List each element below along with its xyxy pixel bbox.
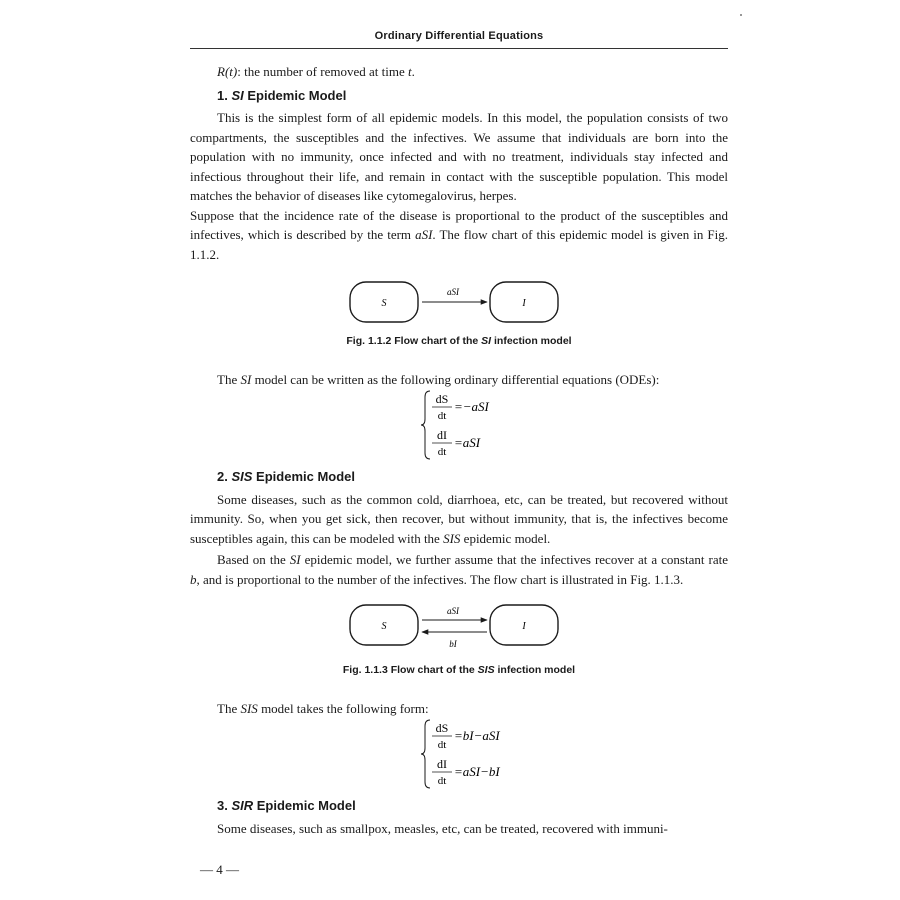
figure-1-1-2-caption: Fig. 1.1.2 Flow chart of the SI infection model [346, 335, 572, 347]
si-equations [420, 389, 530, 461]
sis-form-intro: The SIS model takes the following form: [217, 700, 429, 716]
si-ode-intro: The SI model can be written as the following ordinary differential equations (ODEs): [217, 371, 660, 387]
figure-si-flowchart [190, 278, 728, 352]
section-heading-sir: 3. SIR Epidemic Model [217, 798, 356, 813]
sis-equations [420, 718, 550, 790]
si-flowchart [349, 278, 569, 328]
edge-label-asi: aSI [447, 287, 459, 297]
sis-flowchart [349, 603, 569, 657]
si-paragraph-2: Suppose that the incidence rate of the disease is proportional to the product of the susceptibles and infectives, which is described by the term aSI. The flow chart of this epidemic model is given in Fig. 1.1.2. [190, 207, 728, 262]
section-heading-sis: 2. SIS Epidemic Model [217, 469, 356, 484]
eq1-rhs: =−aSI [454, 399, 489, 414]
eq1-rhs: =bI−aSI [454, 728, 500, 743]
figure-sis-flowchart [190, 603, 728, 681]
eq2-numerator: dI [437, 757, 447, 771]
section-heading-si: 1. SI Epidemic Model [217, 87, 347, 103]
page-body [190, 62, 728, 838]
sis-equation-system [190, 718, 728, 790]
eq2-numerator: dI [437, 428, 447, 442]
eq1-numerator: dS [435, 392, 449, 406]
running-header: Ordinary Differential Equations [374, 30, 544, 42]
node-s-label: S [381, 621, 387, 632]
sir-paragraph-1: Some diseases, such as smallpox, measles, etc, can be treated, recovered with immuni- [217, 820, 668, 836]
page-number: — 4 — [200, 862, 239, 877]
node-s-label: S [381, 298, 387, 309]
eq1-numerator: dS [435, 721, 449, 735]
eq1-denominator: dt [437, 739, 447, 751]
node-i-label: I [522, 621, 526, 632]
eq2-denominator: dt [437, 446, 447, 458]
eq2-rhs: =aSI−bI [454, 764, 500, 779]
intro-line: R(t): the number of removed at time t. [217, 64, 415, 79]
edge-label-asi: aSI [447, 606, 459, 616]
left-brace [421, 720, 430, 788]
eq1-denominator: dt [437, 410, 447, 422]
si-equation-system [190, 389, 728, 461]
node-i-label: I [522, 298, 526, 309]
header-rule [190, 48, 728, 49]
eq2-denominator: dt [437, 775, 447, 787]
edge-label-bi: bI [449, 639, 457, 649]
left-brace [421, 391, 430, 459]
figure-1-1-3-caption: Fig. 1.1.3 Flow chart of the SIS infection model [342, 664, 576, 676]
si-paragraph-1: This is the simplest form of all epidemic models. In this model, the population consists of two compartments, the susceptibles and the infectives. We assume that individuals are born into the population with no immunity, once infected and with no treatment, individuals stay infected and infectious throughout their life, and remain in contact with the susceptible population. This model matches the behavior of diseases like cytomegalovirus, herpes. [190, 110, 728, 203]
sis-paragraph-2: Based on the SI epidemic model, we further assume that the infectives recover at a constant rate b, and is proportional to the number of the infectives. The flow chart is illustrated in Fig. 1.1.3. [190, 552, 728, 587]
sis-paragraph-1: Some diseases, such as the common cold, diarrhoea, etc, can be treated, but recovered without immunity. So, when you get sick, then recover, but without immunity, that is, the infectives become susceptibles again, this can be modeled with the SIS epidemic model. [190, 491, 728, 546]
scan-speck [740, 14, 742, 16]
eq2-rhs: =aSI [454, 435, 481, 450]
